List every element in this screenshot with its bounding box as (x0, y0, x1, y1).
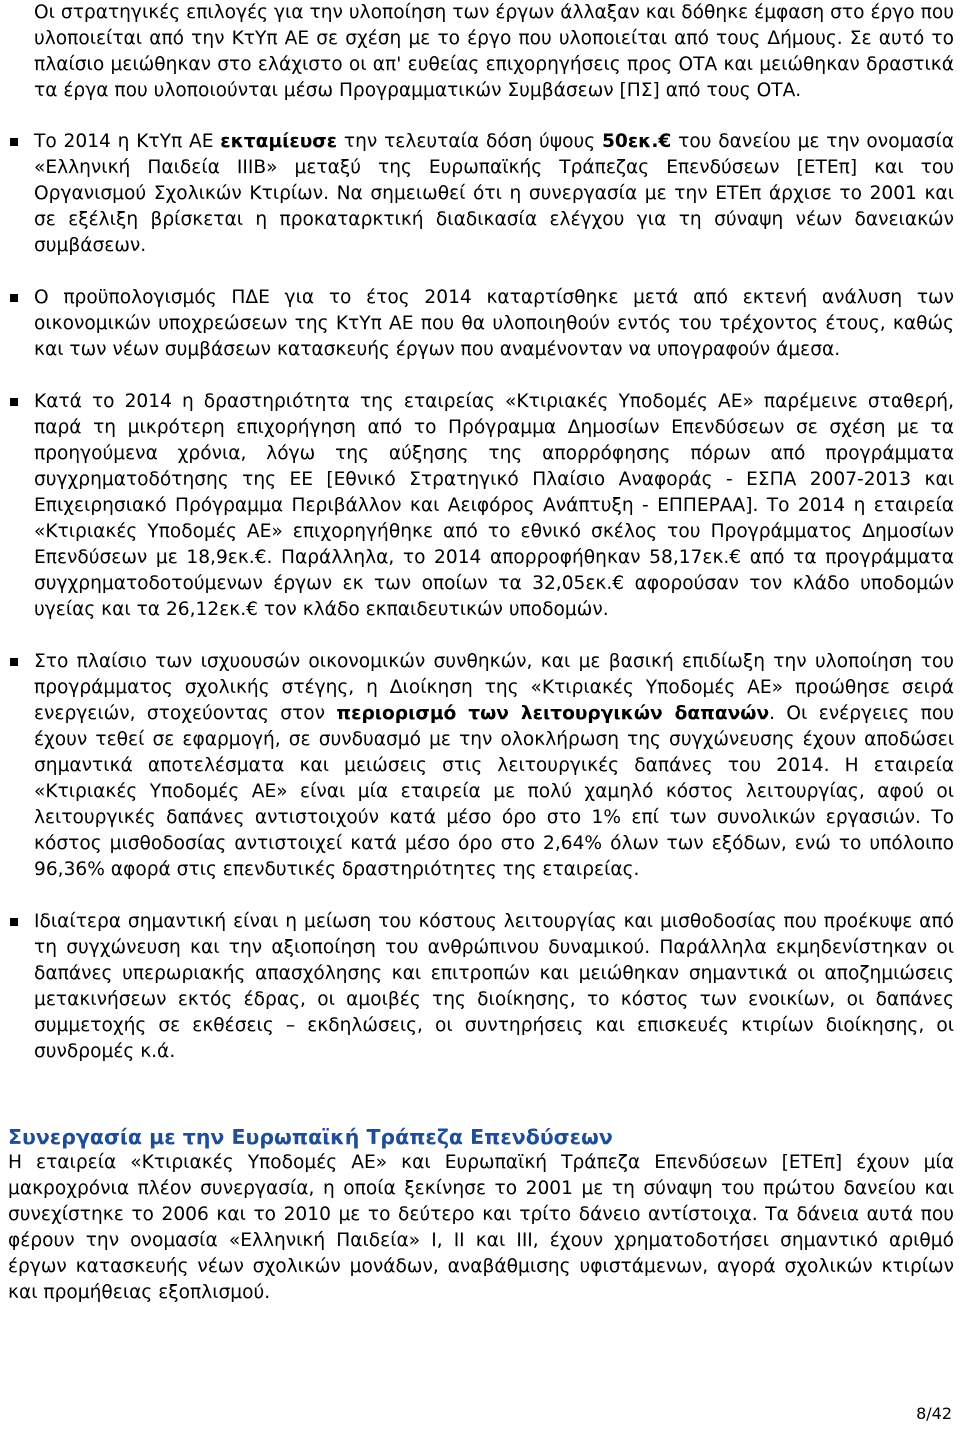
text-run: την τελευταία δόση ύψους (337, 131, 602, 152)
bullet-square-icon (10, 918, 18, 926)
text-run: Ο προϋπολογισμός ΠΔΕ για το έτος 2014 καταρτίσθηκε μετά από εκτενή ανάλυση των οικονομικών υποχρεώσεων της ΚτΥπ ΑΕ που θα υλοποιηθούν εντός του τρέχοντος έτους, καθώς και των νέων συμβάσεων κατασκευής έργων που αναμένονταν να υπογραφούν άμεσα. (34, 287, 954, 360)
bullet-paragraph (34, 909, 954, 1065)
section-body: Η εταιρεία «Κτιριακές Υποδομές ΑΕ» και Ευρωπαϊκή Τράπεζα Επενδύσεων [ΕΤΕπ] έχουν μία μακροχρόνια πλέον συνεργασία, η οποία ξεκίνησε το 2001 με τη σύναψη του πρώτου δανείου και συνεχίστηκε το 2006 και το 2010 με το δεύτερο και τρίτο δάνειο αντίστοιχα. Τα δάνεια αυτά που φέρουν την ονομασία «Ελληνική Παιδεία» Ι, ΙΙ και ΙΙΙ, έχουν χρηματοδοτήσει σημαντικό αριθμό έργων κατασκευής νέων σχολικών μονάδων, αναβάθμισης υφιστάμενων, αγορά σχολικών κτιρίων και προμήθειας εξοπλισμού. (8, 1152, 954, 1303)
text-run: του δανείου με την ονομασία «Ελληνική Παιδεία ΙΙΙΒ» μεταξύ της Ευρωπαϊκής Τράπεζας Επενδύσεων [ΕΤΕπ] και του Οργανισμού Σχολικών Κτιρίων. Να σημειωθεί ότι η συνεργασία με την ΕΤΕπ άρχισε το 2001 και σε εξέλιξη βρίσκεται η προκαταρκτική διαδικασία ελέγχου για τη σύναψη νέων δανειακών συμβάσεων. (34, 131, 954, 256)
bullet-text (34, 389, 954, 623)
bullet-paragraph (34, 389, 954, 623)
text-run: Οι στρατηγικές επιλογές για την υλοποίηση των έργων άλλαξαν και δόθηκε έμφαση στο έργο που υλοποιείται από την ΚτΥπ ΑΕ σε σχέση με το έργο που υλοποιείται από τους Δήμους. Σε αυτό το πλαίσιο μειώθηκαν στο ελάχιστο οι απ' ευθείας επιχορηγήσεις προς ΟΤΑ και μειώθηκαν δραστικά τα έργα που υλοποιούνται μέσω Προγραμματικών Συμβάσεων [ΠΣ] από τους ΟΤΑ. (34, 2, 954, 101)
text-run: Στο πλαίσιο των ισχυουσών οικονομικών συνθηκών, και με βασική επιδίωξη την υλοποίηση του προγράμματος σχολικής στέγης, η Διοίκηση της «Κτιριακές Υποδομές ΑΕ» προώθησε σειρά ενεργειών, στοχεύοντας στον (34, 651, 954, 724)
bullet-text (34, 129, 954, 259)
bold-text: περιορισμό των λειτουργικών δαπανών (336, 703, 770, 724)
page-number: 8/42 (916, 1404, 952, 1423)
text-run: Ιδιαίτερα σημαντική είναι η μείωση του κόστους λειτουργίας και μισθοδοσίας που προέκυψε από τη συγχώνευση και την αξιοποίηση του ανθρώπινου δυναμικού. Παράλληλα εκμηδενίστηκαν οι δαπάνες υπερωριακής απασχόλησης και επιτροπών και μειώθηκαν σημαντικά οι αποζημιώσεις μετακινήσεων εκτός έδρας, οι αμοιβές της διοίκησης, το κόστος των ενοικίων, οι δαπάνες συμμετοχής σε εκθέσεις – εκδηλώσεις, οι συντηρήσεις και επισκευές κτιρίων διοίκησης, οι συνδρομές κ.ά. (34, 911, 954, 1062)
bullet-paragraph (34, 649, 954, 883)
bullet-paragraph (34, 0, 954, 104)
text-run: Κατά το 2014 η δραστηριότητα της εταιρείας «Κτιριακές Υποδομές ΑΕ» παρέμεινε σταθερή, παρά τη μικρότερη επιχορήγηση από το Πρόγραμμα Δημοσίων Επενδύσεων σε σχέση με τα προηγούμενα χρόνια, λόγω της αύξησης της απορρόφησης πόρων από προγράμματα συγχρηματοδότησης της ΕΕ [Εθνικό Στρατηγικό Πλαίσιο Αναφοράς - ΕΣΠΑ 2007-2013 και Επιχειρησιακό Πρόγραμμα Περιβάλλον και Αειφόρος Ανάπτυξη - ΕΠΠΕΡΑΑ]. Το 2014 η εταιρεία «Κτιριακές Υποδομές ΑΕ» επιχορηγήθηκε από το εθνικό σκέλος του Προγράμματος Δημοσίων Επενδύσεων με 18,9εκ.€. Παράλληλα, το 2014 απορροφήθηκαν 58,17εκ.€ από τα προγράμματα συγχρηματοδοτούμενων έργων εκ των οποίων τα 32,05εκ.€ αφορούσαν τον κλάδο υποδομών υγείας και τα 26,12εκ.€ τον κλάδο εκπαιδευτικών υποδομών. (34, 391, 954, 620)
bullet-paragraph (34, 285, 954, 363)
bold-text: εκταμίευσε (220, 131, 338, 152)
bullet-text (34, 0, 954, 104)
bullet-text (34, 909, 954, 1065)
section-title: Συνεργασία με την Ευρωπαϊκή Τράπεζα Επενδύσεων (8, 1125, 613, 1149)
bullet-square-icon (10, 398, 18, 406)
bold-text: 50εκ.€ (601, 131, 672, 152)
bullet-square-icon (10, 658, 18, 666)
bullet-paragraph (34, 129, 954, 259)
text-run: Το 2014 η ΚτΥπ ΑΕ (34, 131, 221, 152)
bullet-text (34, 285, 954, 363)
eib-section (8, 1124, 954, 1306)
bullet-square-icon (10, 294, 18, 302)
bullet-text (34, 649, 954, 883)
bullet-square-icon (10, 138, 18, 146)
text-run: . Οι ενέργειες που έχουν τεθεί σε εφαρμογή, σε συνδυασμό με την ολοκλήρωση της συγχώνευσης έχουν αποδώσει σημαντικά αποτελέσματα και μειώσεις στις λειτουργικές δαπάνες του 2014. Η εταιρεία «Κτιριακές Υποδομές ΑΕ» είναι μία εταιρεία με πολύ χαμηλό κόστος λειτουργίας, αφού οι λειτουργικές δαπάνες αντιστοιχούν κατά μέσο όρο στο 1% επί των συνολικών εργασιών. Το κόστος μισθοδοσίας αντιστοιχεί κατά μέσο όρο στο 2,64% όλων των εξόδων, ενώ το υπόλοιπο 96,36% αφορά στις επενδυτικές δραστηριότητες της εταιρείας. (34, 703, 955, 880)
